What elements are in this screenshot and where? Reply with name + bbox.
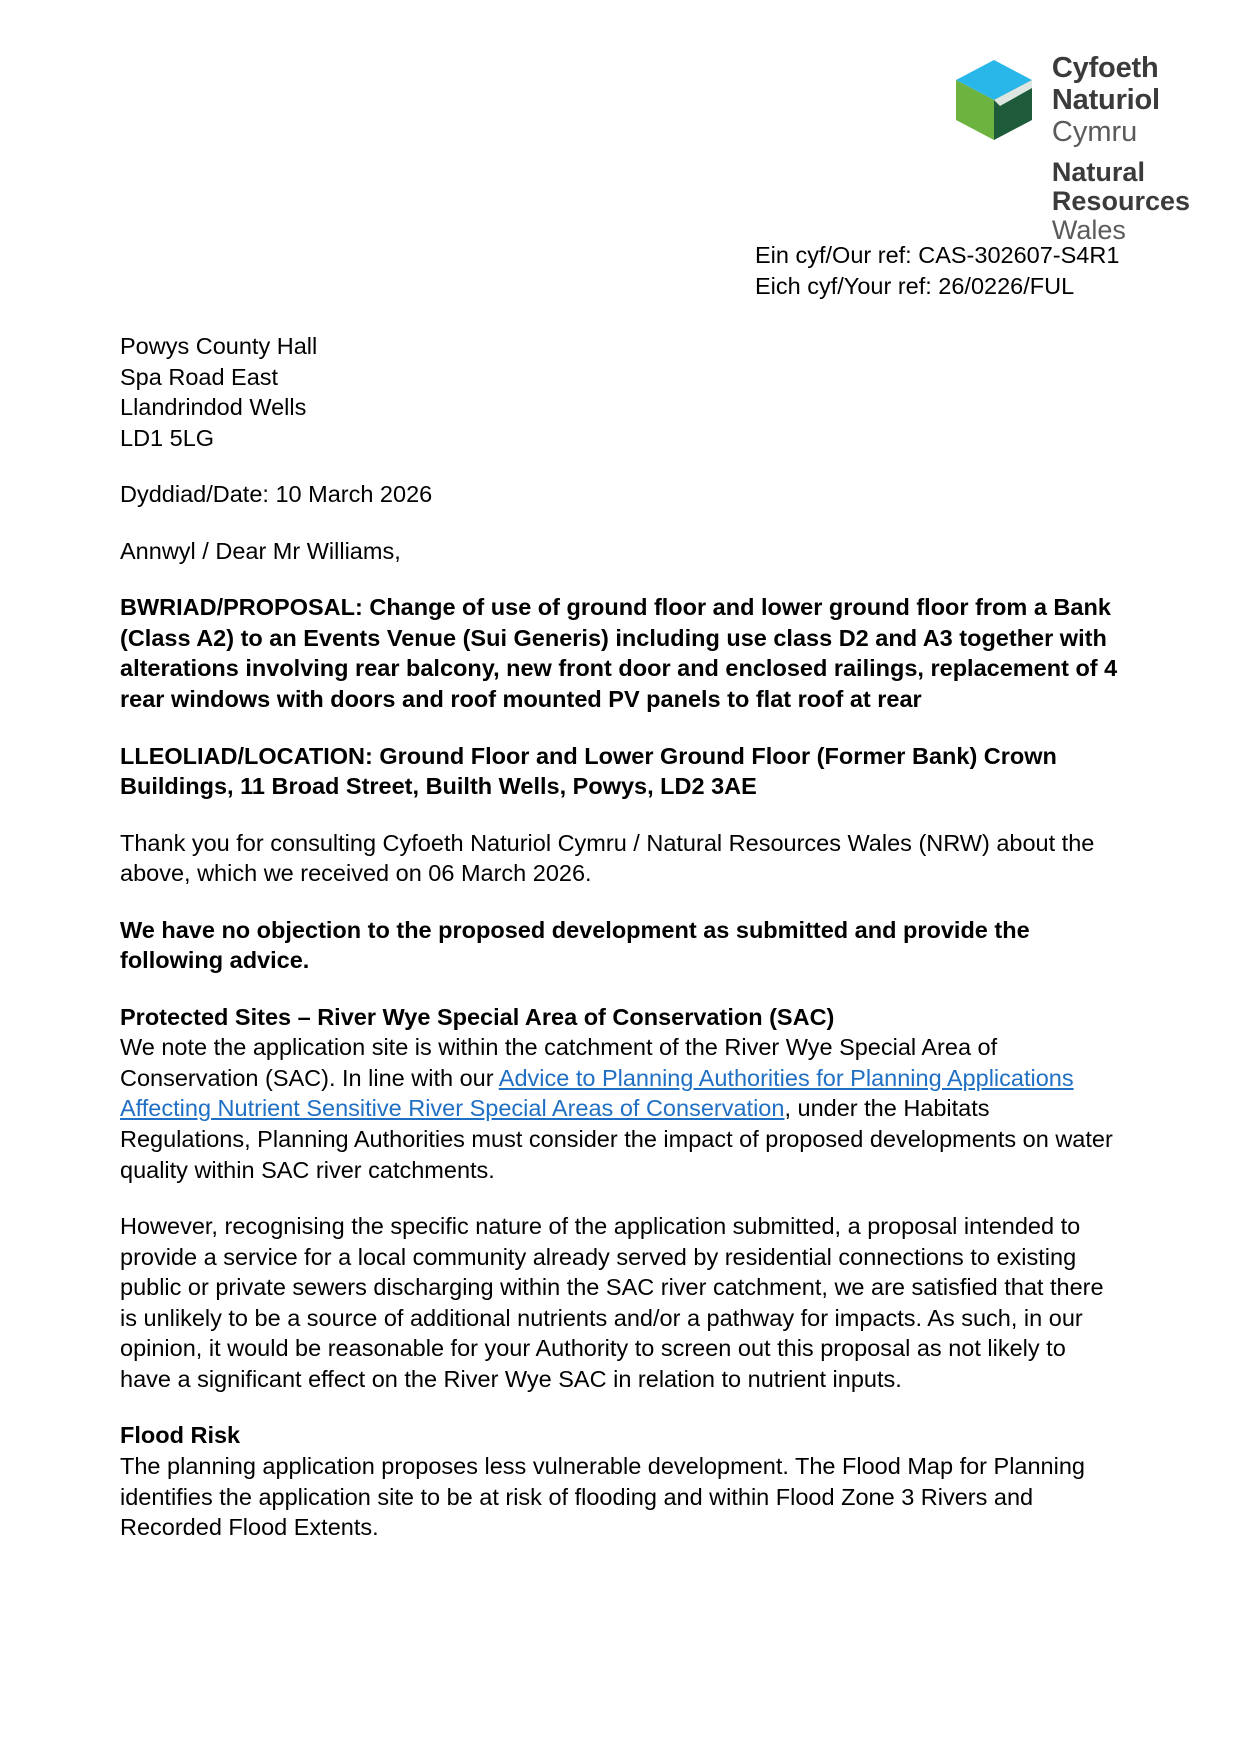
address-line-2: Spa Road East <box>120 363 279 390</box>
logo-line-cymru: Cymru <box>1051 116 1138 148</box>
section-protected-sites-second-paragraph: However, recognising the specific nature of the application submitted, a proposal intended to provide a service for a local community already served by residential connections to existing public or private sewers discharging within the SAC river catchment, we are satisfied that there is unlikely to be a source of additional nutrients and/or a pathway for impacts. As such, in our opinion, it would be reasonable for your Authority to screen out this proposal as not likely to have a significant effect on the River Wye SAC in relation to nutrient inputs. <box>120 1213 1104 1392</box>
date-line: Dyddiad/Date: 10 March 2026 <box>120 481 433 508</box>
location-paragraph: LLEOLIAD/LOCATION: Ground Floor and Lower Ground Floor (Former Bank) Crown Buildings, 11 Broad Street, Builth Wells, Powys, LD2 3AE <box>120 742 1057 800</box>
protected-sites-text-after-link: , under the Habitats Regulations, Planning Authorities must consider the impact of proposed developments on water quality within SAC river catchments. <box>120 1095 1113 1183</box>
address-line-1: Powys County Hall <box>120 333 318 360</box>
section-flood-risk <box>120 1420 1122 1542</box>
logo-line-naturiol: Naturiol <box>1051 84 1160 116</box>
nrw-logo <box>952 52 1190 244</box>
reference-block <box>755 240 1122 301</box>
logo-line-resources: Resources <box>1051 186 1190 216</box>
letter-body <box>120 240 1122 1543</box>
section-heading-protected-sites: Protected Sites – River Wye Special Area of Conservation (SAC) <box>120 1003 835 1030</box>
logo-line-natural: Natural <box>1051 157 1145 187</box>
nutrient-advice-link[interactable]: Advice to Planning Authorities for Planning Applications Affecting Nutrient Sensitive River Special Areas of Conservation <box>120 1064 1074 1122</box>
address-line-4: LD1 5LG <box>120 424 215 451</box>
protected-sites-text-before-link: We note the application site is within the catchment of the River Wye Special Area of Conservation (SAC). In line with our <box>120 1034 998 1091</box>
recipient-address <box>120 331 1122 453</box>
nrw-logo-wordmark <box>1052 52 1190 244</box>
salutation: Annwyl / Dear Mr Williams, <box>120 537 401 564</box>
proposal-paragraph: BWRIAD/PROPOSAL: Change of use of ground floor and lower ground floor from a Bank (Class A2) to an Events Venue (Sui Generis) including use class D2 and A3 together with alterations involving rear balcony, new front door and enclosed railings, replacement of 4 rear windows with doors and roof mounted PV panels to flat roof at rear <box>120 594 1118 713</box>
logo-line-cyfoeth: Cyfoeth <box>1051 52 1159 84</box>
your-ref: Eich cyf/Your ref: 26/0226/FUL <box>755 272 1075 299</box>
section-protected-sites <box>120 1002 1122 1185</box>
section-heading-flood-risk: Flood Risk <box>120 1422 241 1449</box>
section-body-protected-sites <box>120 1032 1122 1185</box>
address-line-3: Llandrindod Wells <box>120 394 307 421</box>
no-objection-paragraph: We have no objection to the proposed development as submitted and provide the following advice. <box>120 916 1030 974</box>
our-ref: Ein cyf/Our ref: CAS-302607-S4R1 <box>755 242 1120 268</box>
logo-line-wales: Wales <box>1051 215 1126 245</box>
thanks-paragraph: Thank you for consulting Cyfoeth Naturiol Cymru / Natural Resources Wales (NRW) about the above, which we received on 06 March 2026. <box>120 829 1095 887</box>
nrw-logo-icon <box>952 58 1036 142</box>
section-body-flood-risk: The planning application proposes less vulnerable development. The Flood Map for Planning identifies the application site to be at risk of flooding and within Flood Zone 3 Rivers and Recorded Flood Extents. <box>120 1452 1085 1541</box>
